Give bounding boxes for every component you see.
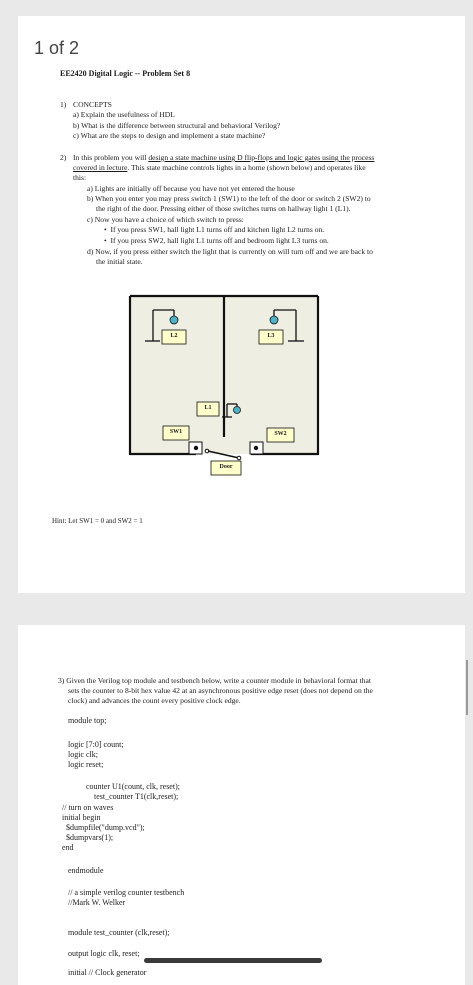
q1-c: c) What are the steps to design and implement a state machine? bbox=[73, 131, 266, 140]
q2-a: a) Lights are initially off because you have not yet entered the house bbox=[87, 184, 295, 193]
label-l2: L2 bbox=[170, 333, 178, 339]
code-partial-line: initial // Clock generator bbox=[68, 968, 147, 977]
q1-a: a) Explain the usefulness of HDL bbox=[73, 110, 175, 119]
q2-line3: this: bbox=[73, 173, 87, 182]
code-comment: // a simple verilog counter testbench //Mark W. Welker bbox=[68, 888, 185, 907]
code-instantiations: counter U1(count, clk, reset); test_counter T1(clk,reset); bbox=[86, 782, 180, 801]
q2-line1: In this problem you will design a state machine using D flip-flops and logic gates using the process bbox=[73, 153, 375, 162]
document-title: EE2420 Digital Logic -- Problem Set 8 bbox=[60, 69, 191, 78]
q2-d-line1: d) Now, if you press either switch the light that is currently on will turn off and we are back to bbox=[87, 247, 373, 256]
label-sw2: SW2 bbox=[274, 431, 287, 437]
q1-heading: CONCEPTS bbox=[73, 100, 112, 109]
q2-c-bullet2: • If you press SW2, hall light L1 turns off and bedroom light L3 turns on. bbox=[104, 236, 329, 245]
q1-number: 1) bbox=[60, 100, 67, 109]
q3-line3: clock) and advances the count every positive clock edge. bbox=[68, 696, 241, 705]
code-output-line: output logic clk, reset; bbox=[68, 949, 140, 958]
horizontal-scrollbar[interactable] bbox=[144, 958, 322, 963]
q2-b-line1: b) When you enter you may press switch 1 (SW1) to the left of the door or switch 2 (SW2) to bbox=[87, 194, 371, 203]
q1-b: b) What is the difference between structural and behavioral Verilog? bbox=[73, 121, 281, 130]
code-test-counter-header: module test_counter (clk,reset); bbox=[68, 928, 170, 937]
label-l1: L1 bbox=[204, 405, 212, 411]
code-module-top: module top; bbox=[68, 716, 107, 725]
hint-text: Hint: Let SW1 = 0 and SW2 = 1 bbox=[52, 517, 143, 525]
page-indicator: 1 of 2 bbox=[34, 38, 80, 58]
label-l3: L3 bbox=[267, 333, 275, 339]
code-declarations: logic [7:0] count; logic clk; logic reset; bbox=[68, 740, 124, 769]
q2-c-bullet1: • If you press SW1, hall light L1 turns off and kitchen light L2 turns on. bbox=[104, 225, 325, 234]
code-endmodule: endmodule bbox=[68, 866, 104, 875]
q2-c: c) Now you have a choice of which switch to press: bbox=[87, 215, 244, 224]
q2-number: 2) bbox=[60, 153, 67, 162]
q2-d-line2: the initial state. bbox=[96, 257, 143, 266]
code-waves-block: // turn on waves initial begin $dumpfile("dump.vcd"); $dumpvars(1); end bbox=[62, 803, 145, 852]
q3-line1: 3) Given the Verilog top module and testbench below, write a counter module in behavioral format that bbox=[58, 676, 371, 685]
q2-b-line2: the right of the door. Pressing either of those switches turns on hallway light 1 (L1). bbox=[96, 204, 351, 213]
vertical-scrollbar[interactable] bbox=[466, 660, 468, 715]
q3-line2: sets the counter to 8-bit hex value 42 at an asynchronous positive edge reset (does not depend on the bbox=[68, 686, 373, 695]
q2-line2: covered in lecture. This state machine controls lights in a home (shown below) and operates like bbox=[73, 163, 366, 172]
label-door: Door bbox=[219, 464, 233, 470]
label-sw1: SW1 bbox=[169, 429, 183, 435]
